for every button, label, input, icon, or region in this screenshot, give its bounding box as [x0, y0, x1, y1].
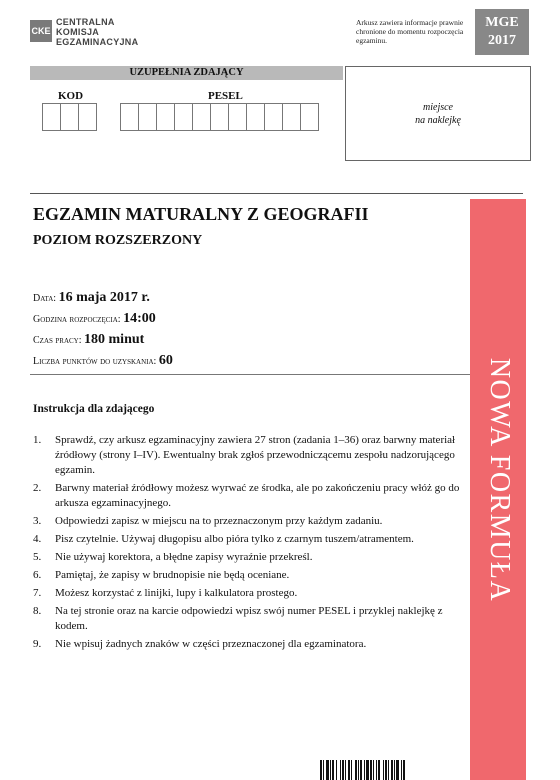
instruction-text: Odpowiedzi zapisz w miejscu na to przeznaczonym przy każdym zadaniu.: [55, 515, 383, 527]
duration-value: 180 minut: [84, 332, 145, 347]
instructions-heading: Instrukcja dla zdającego: [33, 403, 155, 415]
points-value: 60: [158, 353, 173, 368]
instruction-number: 2.: [33, 482, 42, 494]
barcode-bar: [336, 760, 337, 780]
institution-name: [56, 17, 138, 47]
exam-title: EGZAMIN MATURALNY Z GEOGRAFII: [33, 204, 369, 224]
institution-line-3: EGZAMINACYJNA: [56, 37, 139, 47]
barcode: [320, 760, 458, 780]
pesel-cell[interactable]: [301, 103, 319, 131]
instruction-text: Barwny materiał źródłowy możesz wyrwać ze środka, ale po zakończeniu pracy włóż go do arkusza egzaminacyjnego.: [55, 482, 460, 509]
barcode-bar: [366, 760, 369, 780]
sticker-label-line-2: na naklejkę: [415, 114, 461, 126]
instruction-item: [33, 637, 473, 652]
instruction-text: Nie wpisuj żadnych znaków w części przeznaczonej dla egzaminatora.: [55, 638, 367, 650]
barcode-bar: [330, 760, 331, 780]
exam-year: 2017: [488, 33, 516, 48]
barcode-bar: [401, 760, 402, 780]
instruction-item: [33, 481, 473, 511]
instruction-number: 4.: [33, 533, 42, 545]
divider-middle: [30, 374, 470, 375]
exam-date-value: 16 maja 2017 r.: [58, 290, 150, 305]
barcode-bar: [320, 760, 322, 780]
sticker-area: [345, 66, 531, 161]
pesel-label: PESEL: [208, 90, 243, 102]
pesel-field[interactable]: [120, 103, 319, 131]
barcode-bar: [394, 760, 395, 780]
instruction-item: [33, 586, 473, 601]
barcode-bar: [342, 760, 344, 780]
barcode-bar: [351, 760, 352, 780]
nowa-formula-label: NOWA FORMUŁA: [484, 357, 515, 603]
barcode-bar: [403, 760, 405, 780]
pesel-cell[interactable]: [139, 103, 157, 131]
barcode-bar: [373, 760, 374, 780]
institution-line-1: CENTRALNA: [56, 17, 115, 27]
start-time-value: 14:00: [123, 311, 156, 326]
kod-cell[interactable]: [61, 103, 79, 131]
barcode-bar: [345, 760, 346, 780]
duration-label: Czas pracy:: [33, 335, 82, 346]
kod-label: KOD: [58, 90, 84, 102]
barcode-bar: [358, 760, 359, 780]
barcode-bar: [370, 760, 372, 780]
instruction-number: 1.: [33, 434, 42, 446]
duration-row: [33, 332, 144, 348]
instruction-text: Pisz czytelnie. Używaj długopisu albo pióra tylko z czarnym tuszem/atramentem.: [55, 533, 414, 545]
start-time-label: Godzina rozpoczęcia:: [33, 314, 121, 325]
pesel-cell[interactable]: [175, 103, 193, 131]
exam-code-box: [475, 9, 529, 55]
pesel-cell[interactable]: [265, 103, 283, 131]
instruction-text: Sprawdź, czy arkusz egzaminacyjny zawiera 27 stron (zadania 1–36) oraz barwny materiał źródłowy (strony I–IV). Ewentualny brak zgłoś przewodniczącemu zespołu nadzorującego egzamin.: [55, 434, 456, 476]
barcode-bar: [364, 760, 365, 780]
exam-level: POZIOM ROZSZERZONY: [33, 233, 203, 248]
points-row: [33, 353, 173, 369]
barcode-bar: [385, 760, 387, 780]
barcode-bar: [348, 760, 350, 780]
barcode-bar: [360, 760, 362, 780]
exam-date-label: Data:: [33, 293, 57, 304]
instruction-text: Pamiętaj, że zapisy w brudnopisie nie będą oceniane.: [55, 569, 290, 581]
candidate-section-header: UZUPEŁNIA ZDAJĄCY: [30, 66, 343, 80]
barcode-bar: [326, 760, 329, 780]
exam-code: MGE: [485, 15, 519, 30]
kod-field[interactable]: [42, 103, 97, 131]
exam-date-row: [33, 290, 150, 306]
barcode-bar: [340, 760, 341, 780]
instruction-text: Możesz korzystać z linijki, lupy i kalkulatora prostego.: [55, 587, 298, 599]
instruction-item: [33, 568, 473, 583]
pesel-cell[interactable]: [157, 103, 175, 131]
sticker-label-line-1: miejsce: [423, 101, 453, 113]
barcode-bar: [376, 760, 377, 780]
instruction-number: 9.: [33, 638, 42, 650]
instruction-item: [33, 433, 473, 478]
points-label: Liczba punktów do uzyskania:: [33, 356, 157, 367]
barcode-bar: [323, 760, 324, 780]
barcode-bar: [391, 760, 393, 780]
instruction-text: Na tej stronie oraz na karcie odpowiedzi wpisz swój numer PESEL i przyklej naklejkę z kodem.: [55, 605, 443, 632]
barcode-bar: [383, 760, 384, 780]
instruction-number: 7.: [33, 587, 42, 599]
pesel-cell[interactable]: [283, 103, 301, 131]
divider-top: [30, 193, 523, 194]
instruction-number: 8.: [33, 605, 42, 617]
instruction-number: 6.: [33, 569, 42, 581]
pesel-cell[interactable]: [211, 103, 229, 131]
pesel-cell[interactable]: [193, 103, 211, 131]
instruction-item: [33, 532, 473, 547]
barcode-bar: [355, 760, 357, 780]
institution-line-2: KOMISJA: [56, 27, 100, 37]
barcode-bar: [332, 760, 334, 780]
kod-cell[interactable]: [79, 103, 97, 131]
pesel-cell[interactable]: [229, 103, 247, 131]
instruction-number: 5.: [33, 551, 42, 563]
instruction-number: 3.: [33, 515, 42, 527]
kod-cell[interactable]: [43, 103, 61, 131]
start-time-row: [33, 311, 156, 327]
instruction-item: [33, 514, 473, 529]
instruction-item: [33, 604, 473, 634]
instruction-text: Nie używaj korektora, a błędne zapisy wyraźnie przekreśl.: [55, 551, 313, 563]
barcode-bar: [396, 760, 399, 780]
pesel-cell[interactable]: [247, 103, 265, 131]
cke-logo-icon: CKE: [30, 20, 52, 42]
pesel-cell[interactable]: [121, 103, 139, 131]
protection-note: Arkusz zawiera informacje prawnie chronione do momentu rozpoczęcia egzaminu.: [356, 18, 464, 45]
barcode-bar: [388, 760, 389, 780]
barcode-bar: [378, 760, 380, 780]
instructions-list: [33, 433, 473, 655]
instruction-item: [33, 550, 473, 565]
